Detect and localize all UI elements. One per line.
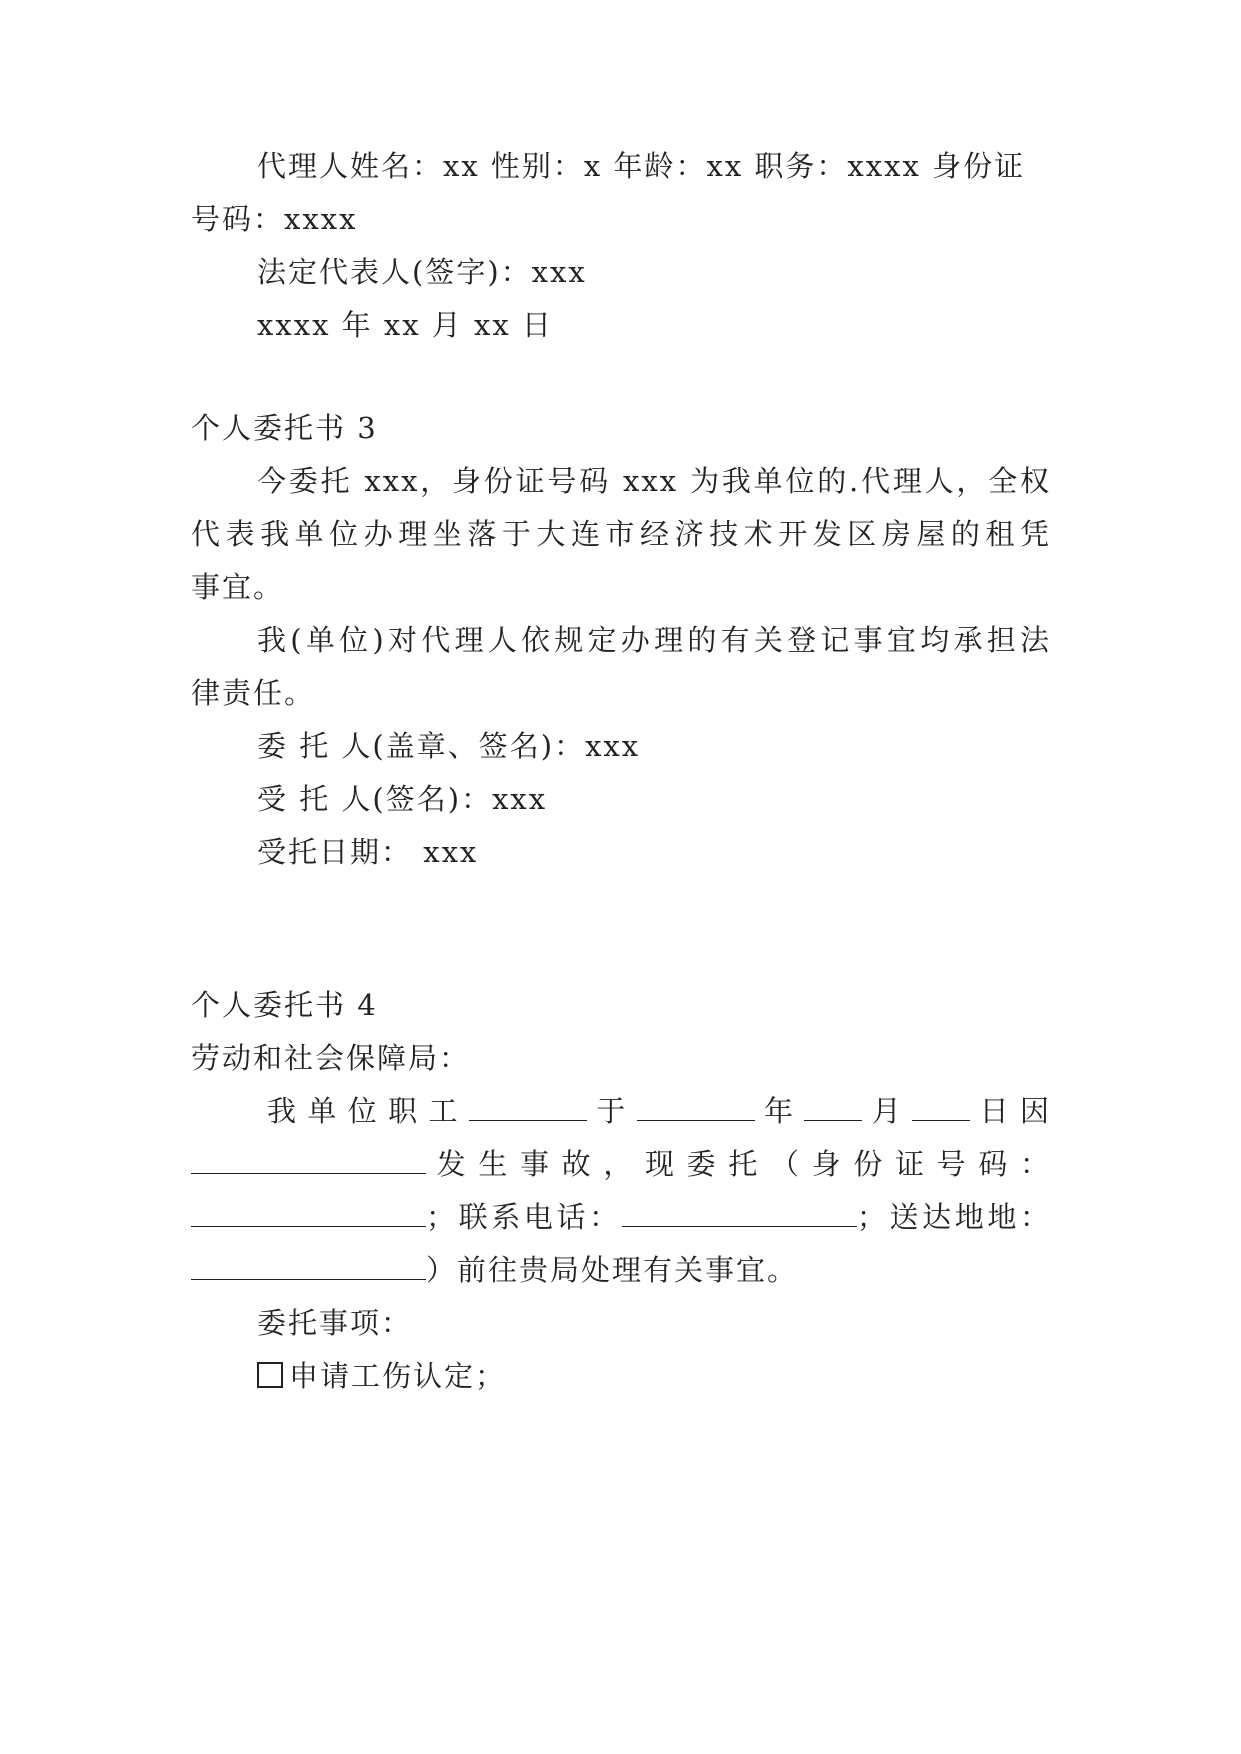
agent-signature: 受 托 人(签名)：xxx (257, 782, 548, 816)
label-address: ；送达地地： (856, 1200, 1051, 1234)
checkbox-injury-recognition[interactable] (257, 1362, 283, 1388)
form-line-1 (267, 1093, 1051, 1129)
blank-year[interactable] (637, 1094, 755, 1121)
paragraph-2-line2: 律责任。 (191, 676, 316, 710)
blank-day[interactable] (912, 1094, 970, 1121)
label-on: 于 (586, 1094, 637, 1128)
blank-address[interactable] (191, 1253, 426, 1280)
label-accident-entrust: 发生事故，现委托（身份证号码： (426, 1147, 1051, 1181)
paragraph-1-line3: 事宜。 (191, 570, 285, 604)
paragraph-1-line1: 今委托 xxx，身份证号码 xxx 为我单位的.代理人，全权 (257, 464, 1051, 498)
blank-employee-name[interactable] (469, 1094, 587, 1121)
form-line-4 (191, 1252, 798, 1288)
blank-id-number[interactable] (191, 1200, 426, 1227)
form-line-3 (191, 1199, 1051, 1235)
agent-info-line2: 号码：xxxx (191, 202, 358, 236)
section-title-4: 个人委托书 4 (191, 988, 378, 1022)
date-line: xxxx 年 xx 月 xx 日 (257, 308, 553, 342)
entrust-date: 受托日期： xxx (257, 835, 479, 869)
paragraph-1-line2: 代表我单位办理坐落于大连市经济技术开发区房屋的租凭 (191, 517, 1051, 551)
principal-signature: 委 托 人(盖章、签名)：xxx (257, 729, 641, 763)
blank-phone[interactable] (622, 1200, 857, 1227)
label-year: 年 (754, 1094, 805, 1128)
paragraph-2-line1: 我(单位)对代理人依规定办理的有关登记事宜均承担法 (257, 623, 1051, 657)
agent-info-line1: 代理人姓名：xx 性别：x 年龄：xx 职务：xxxx 身份证 (257, 149, 1026, 183)
label-phone: ；联系电话： (426, 1200, 622, 1234)
addressee: 劳动和社会保障局： (191, 1041, 471, 1075)
legal-rep-signature: 法定代表人(签字)：xxx (257, 255, 587, 289)
blank-month[interactable] (804, 1094, 862, 1121)
entrusted-matters-label: 委托事项： (257, 1306, 413, 1340)
label-employee: 我单位职工 (267, 1094, 469, 1128)
label-day-cause: 日因 (970, 1094, 1051, 1128)
label-month: 月 (862, 1094, 913, 1128)
matter-item-1-label: 申请工伤认定； (289, 1359, 507, 1393)
form-line-2 (191, 1146, 1051, 1182)
matter-item-1 (257, 1358, 506, 1394)
label-go-handle: ）前往贵局处理有关事宜。 (426, 1253, 799, 1287)
blank-cause[interactable] (191, 1147, 426, 1174)
section-title-3: 个人委托书 3 (191, 411, 378, 445)
